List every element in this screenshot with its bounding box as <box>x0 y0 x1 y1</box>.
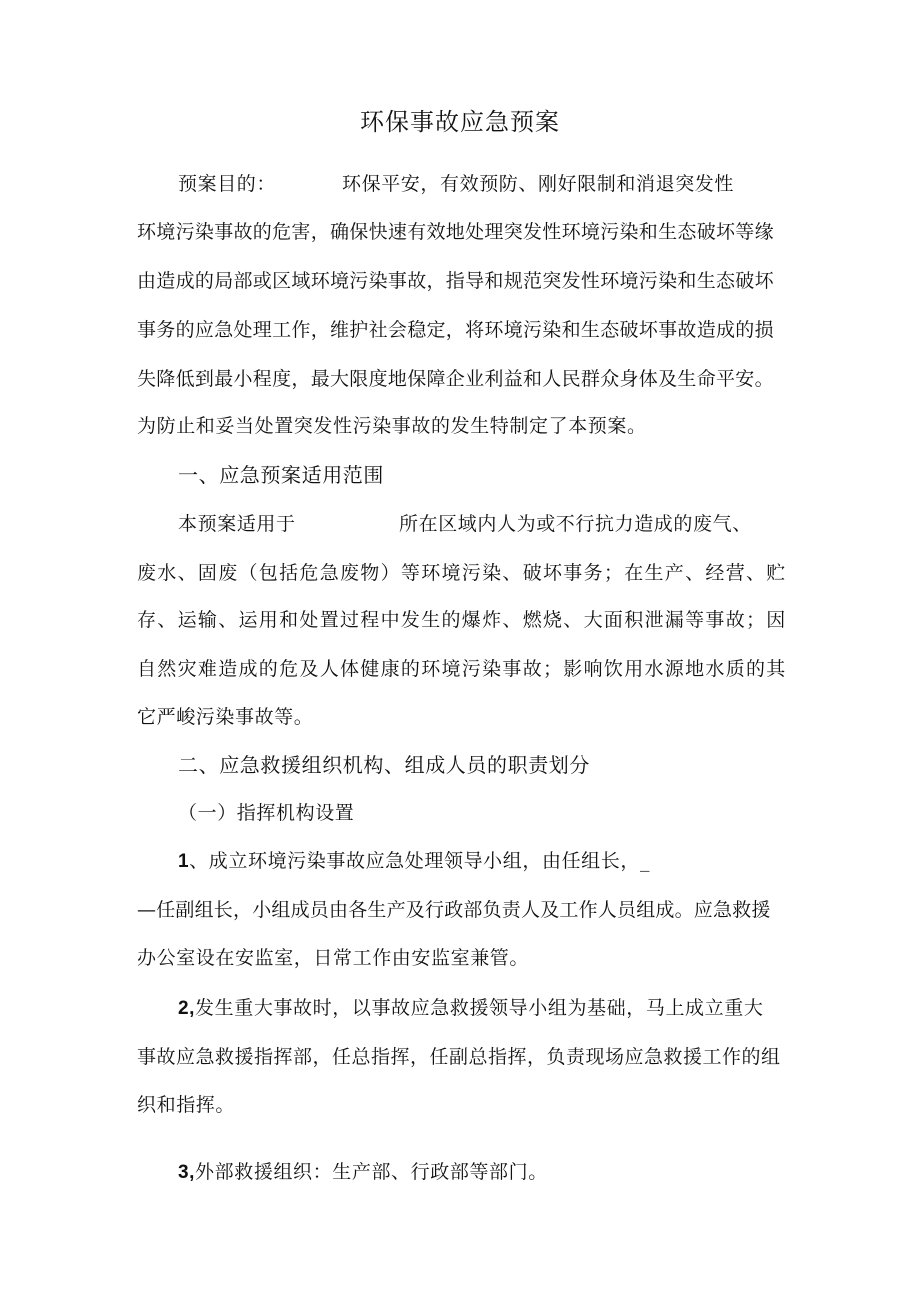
section-1-heading: 一、应急预案适用范围 <box>178 463 384 487</box>
section-1-line-1-start: 本预案适用于 <box>178 513 296 535</box>
item-3-number: 3, <box>178 1162 196 1183</box>
item-3-line-1 <box>178 1160 548 1185</box>
section-1-line-2: 废水、固废（包括危急废物）等环境污染、破坏事务；在生产、经营、贮 <box>137 562 787 584</box>
document-title: 环保事故应急预案 <box>360 108 560 136</box>
item-2-line-3: 织和指挥。 <box>137 1094 236 1116</box>
item-1-text: 、成立环境污染事故应急处理领导小组，由任组长，_ <box>189 850 651 872</box>
section-1-line-5: 它严峻污染事故等。 <box>137 706 314 728</box>
purpose-line-3: 由造成的局部或区域环境污染事故，指导和规范突发性环境污染和生态破坏 <box>137 270 774 292</box>
item-2-text: 发生重大事故时，以事故应急救援领导小组为基础，马上成立重大 <box>195 997 764 1019</box>
section-1-line-3: 存、运输、运用和处置过程中发生的爆炸、燃烧、大面积泄漏等事故；因 <box>137 609 787 631</box>
purpose-line-1: 环保平安，有效预防、刚好限制和消退突发性 <box>342 173 735 195</box>
purpose-label: 预案目的： <box>178 173 277 195</box>
purpose-line-5: 失降低到最小程度，最大限度地保障企业利益和人民群众身体及生命平安。 <box>137 368 774 390</box>
section-2-heading: 二、应急救援组织机构、组成人员的职责划分 <box>178 753 590 777</box>
item-1-number: 1 <box>178 851 190 872</box>
item-2-line-2: 事故应急救援指挥部，任总指挥，任副总指挥，负责现场应急救援工作的组 <box>137 1046 781 1068</box>
item-1-line-1 <box>178 849 650 874</box>
section-1-line-4: 自然灾难造成的危及人体健康的环境污染事故；影响饮用水源地水质的其 <box>137 658 787 680</box>
purpose-line-6: 为防止和妥当处置突发性污染事故的发生特制定了本预案。 <box>137 415 647 437</box>
item-1-line-2: —任副组长，小组成员由各生产及行政部负责人及工作人员组成。应急救援 <box>137 899 771 921</box>
item-2-number: 2, <box>178 998 196 1019</box>
section-1-line-1-end: 所在区域内人为或不行抗力造成的废气、 <box>399 513 752 535</box>
purpose-line-2: 环境污染事故的危害，确保快速有效地处理突发性环境污染和生态破坏等缘 <box>137 221 774 243</box>
subsection-1-heading: （一）指挥机构设置 <box>178 802 355 824</box>
item-1-line-3: 办公室设在安监室，日常工作由安监室兼管。 <box>137 947 530 969</box>
purpose-line-4: 事务的应急处理工作，维护社会稳定，将环境污染和生态破坏事故造成的损 <box>137 319 774 341</box>
item-2-line-1 <box>178 996 763 1021</box>
item-3-text: 外部救援组织：生产部、行政部等部门。 <box>195 1161 548 1183</box>
